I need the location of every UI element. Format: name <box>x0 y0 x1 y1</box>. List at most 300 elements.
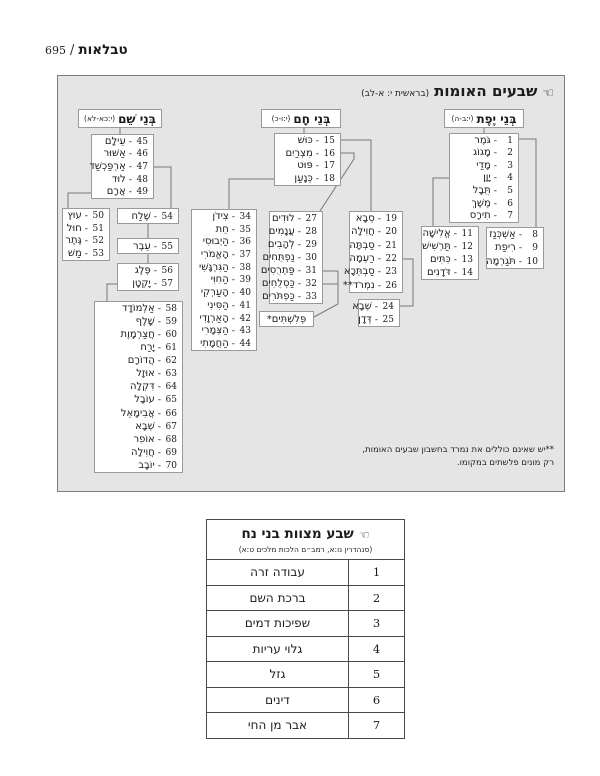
tree-item <box>422 267 478 278</box>
tree-item <box>95 355 182 366</box>
tree-box-shem-sons <box>91 134 154 199</box>
row-text-cell: ברכת השם <box>249 590 306 605</box>
tree-item <box>350 226 402 237</box>
tree-item-number: 29 <box>305 240 317 250</box>
tree-item <box>118 265 178 276</box>
tree-item-dash: - <box>157 304 161 315</box>
tree-box-plishtim <box>259 311 314 327</box>
tree-item-dash: - <box>157 460 161 471</box>
row-text-cell: אבר מן החי <box>247 718 308 733</box>
tree-item <box>487 242 543 253</box>
tree-item-dash: - <box>84 236 88 247</box>
tree-item-name: לוּדִים <box>272 213 295 224</box>
tree-item-dash: - <box>128 136 132 147</box>
tree-item-name: אוֹפִר <box>133 433 155 445</box>
tree-item-name: עֲנָמִים <box>268 226 295 237</box>
tree-item-name: אַלְמוֹדָד <box>121 303 155 315</box>
tree-item-name: אֱלִישָׁה <box>422 228 451 239</box>
tree-item-name: כְּנָעַן <box>294 173 313 185</box>
row-number-cell: 7 <box>348 713 404 738</box>
tree-item-number: 66 <box>165 408 177 419</box>
tree-item-dash: - <box>493 211 497 222</box>
tree-item-number: 59 <box>165 317 177 328</box>
tree-item-number: 41 <box>239 300 251 311</box>
tree-item-number: 4 <box>507 173 513 184</box>
tree-item-number: 69 <box>165 447 177 458</box>
tree-item-number: 40 <box>239 288 251 299</box>
tree-item-number: 18 <box>323 174 335 185</box>
tree-item-name: הַגִּרְגָּשִׁי <box>199 261 229 273</box>
tree-item-dash: - <box>128 161 132 172</box>
tree-item-number: 44 <box>239 339 251 350</box>
tree-item-dash: - <box>84 223 88 234</box>
tree-item-name: תַּרְשִׁישׁ <box>422 241 451 252</box>
tree-item-dash: - <box>377 254 381 265</box>
tree-item-name: דְּדָן <box>358 314 372 325</box>
tree-item-number: 14 <box>461 268 473 278</box>
row-number-cell: 4 <box>348 637 404 662</box>
tree-item <box>487 256 543 267</box>
tree-item-dash: - <box>453 229 457 239</box>
tree-item-number: 64 <box>165 382 177 393</box>
tree-item <box>260 265 322 276</box>
tree-item-number: 67 <box>165 421 177 432</box>
tree-item-dash: - <box>231 224 235 235</box>
tree-box-yavan-sons <box>421 226 479 280</box>
tree-item <box>262 291 322 302</box>
tree-item-dash: - <box>297 292 301 302</box>
tree-item-name: פּוּט <box>297 160 313 172</box>
tree-item-name: חֵת <box>215 223 229 235</box>
tree-item <box>359 314 399 325</box>
tree-item-name: מַשׁ <box>67 248 82 260</box>
tree-item-number: 10 <box>526 256 538 267</box>
tree-item-name: שְׁבָא <box>352 301 372 312</box>
tree-item <box>95 342 182 353</box>
tree-item-name: כַּסְלֻחִים <box>261 278 295 289</box>
tree-item-dash: - <box>493 135 497 146</box>
tree-item-name: גֶּתֶר <box>65 235 82 247</box>
tree-item-name: פְּלִשְׁתִּים* <box>266 313 307 325</box>
tree-box-yoktan-sons <box>94 301 183 473</box>
tree-item-number: 12 <box>461 242 473 252</box>
tree-item-dash: - <box>231 262 235 273</box>
tree-item <box>270 213 322 224</box>
tree-item-dash: - <box>297 240 301 250</box>
tree-item-name: נִמְרֹד** <box>342 279 375 291</box>
tree-item-name: סַבְתְּכָא <box>343 266 375 278</box>
tree-item <box>95 303 182 314</box>
tree-item-name: חֲוִילָה <box>351 226 375 238</box>
tree-item-dash: - <box>493 186 497 197</box>
tree-item-number: 51 <box>92 223 104 234</box>
tree-item-number: 34 <box>239 211 251 222</box>
tree-item-name: לְהָבִים <box>267 239 295 250</box>
tree-item-number: 63 <box>165 369 177 380</box>
chart-footnote <box>362 444 554 469</box>
tree-item <box>342 279 402 291</box>
tree-item-number: 45 <box>136 136 148 147</box>
tree-item <box>450 185 518 196</box>
tree-item-number: 49 <box>136 187 148 198</box>
tree-item <box>63 223 109 234</box>
tree-item-dash: - <box>315 148 319 159</box>
chart-title-reference: (בראשית י: א-לב) <box>361 89 430 99</box>
tree-item-number: 33 <box>305 292 317 302</box>
tree-item-number: 20 <box>385 227 397 238</box>
table-row <box>207 662 404 688</box>
page-number: 695 <box>45 44 66 57</box>
tree-item-number: 58 <box>165 304 177 315</box>
manicule-icon: ☜ <box>358 528 370 542</box>
tree-item-number: 56 <box>161 266 173 276</box>
tree-item-name: כַּפְתֹּרִים <box>262 291 295 302</box>
tree-item-name: עוּץ <box>67 209 82 221</box>
tree-item-number: 43 <box>239 326 251 337</box>
tree-item-number: 54 <box>161 211 173 222</box>
tree-item-number: 1 <box>507 135 513 146</box>
tree-item-name: צִידֹן <box>212 210 229 222</box>
row-text-cell: גלוי עריות <box>252 641 303 656</box>
tree-item-number: 46 <box>136 149 148 160</box>
tree-item-dash: - <box>518 243 522 254</box>
tree-item-number: 11 <box>461 229 473 239</box>
column-title-shem: בְּנֵי שֵׁם <box>118 111 156 126</box>
tree-item-dash: - <box>157 447 161 458</box>
tree-item-name: כִּתִּים <box>430 254 451 265</box>
tree-item <box>275 160 340 171</box>
tree-item-dash: - <box>157 434 161 445</box>
tree-item-number: 47 <box>136 161 148 172</box>
row-number-cell: 5 <box>348 662 404 687</box>
tree-item-name: אֲבִימָאֵל <box>120 407 155 419</box>
tree-item-dash: - <box>157 317 161 328</box>
tree-item-number: 21 <box>385 240 397 251</box>
tree-item <box>92 148 153 159</box>
tree-item <box>422 241 478 252</box>
tree-item <box>92 186 153 197</box>
tree-item <box>422 254 478 265</box>
tree-item-name: דִּקְלָה <box>129 381 155 393</box>
tree-item-number: 15 <box>323 135 335 146</box>
tree-item-dash: - <box>231 237 235 248</box>
tree-item-dash: - <box>157 356 161 367</box>
tree-item-name: הָאַרְוָדִי <box>199 312 229 324</box>
row-text-cell: עבודה זרה <box>250 565 305 580</box>
tree-item <box>192 224 256 235</box>
chart-title-text: שבעים האומות <box>434 82 538 100</box>
column-ref-shem: (י:כא-לא) <box>84 114 116 123</box>
tree-item-dash: - <box>297 253 301 263</box>
footnote-line-2: רק מונים פלשתים במקומו. <box>456 457 554 468</box>
tree-item-number: 60 <box>165 330 177 341</box>
tree-item-name: נַפְתֻּחִים <box>262 252 295 263</box>
tree-item <box>95 329 182 340</box>
column-title-box-cham <box>261 109 341 128</box>
tree-item-name: עֵבֶר <box>132 240 151 252</box>
table-row <box>207 586 404 612</box>
column-ref-cham: (י:ו-כ) <box>271 114 291 123</box>
tree-item-name: פַּתְרֻסִים <box>260 265 295 276</box>
tree-item <box>275 148 340 159</box>
tree-item-number: 19 <box>385 214 397 225</box>
tree-item-name: חֲוִילָה <box>131 446 155 458</box>
tree-item-name: הַחִוִּי <box>210 274 229 286</box>
tree-item-dash: - <box>518 230 522 241</box>
tree-box-mitzrayim-sons <box>260 211 323 304</box>
table-row <box>207 713 404 738</box>
tree-item-dash: - <box>493 198 497 209</box>
tree-item-number: 36 <box>239 237 251 248</box>
tree-item-dash: - <box>128 174 132 185</box>
tree-item-number: 7 <box>507 211 513 222</box>
tree-box-raamah-sons <box>352 299 400 327</box>
tree-item-number: 3 <box>507 160 513 171</box>
tree-item <box>63 248 109 259</box>
tree-item <box>95 316 182 327</box>
tree-item-name: שְׁבָא <box>135 420 155 432</box>
tree-item-dash: - <box>231 339 235 350</box>
tree-item-name: דֹּדָנִים <box>426 267 451 278</box>
tree-item-dash: - <box>231 275 235 286</box>
tree-item-number: 16 <box>323 148 335 159</box>
column-title-box-yefet <box>444 109 524 128</box>
tree-item <box>487 229 543 240</box>
tree-item <box>89 160 153 172</box>
tree-item-name: תִירָס <box>469 210 491 222</box>
tree-item <box>450 198 518 209</box>
tree-item-name: תֻּבָל <box>472 185 491 197</box>
tree-item-dash: - <box>315 161 319 172</box>
tree-item-dash: - <box>128 187 132 198</box>
tree-item-number: 50 <box>92 210 104 221</box>
tree-item-number: 39 <box>239 275 251 286</box>
tree-item-name: שֶׁלַח <box>131 210 151 222</box>
tree-item <box>262 252 322 263</box>
tree-item <box>422 228 478 239</box>
table-row <box>207 688 404 714</box>
row-text-cell: שפיכות דמים <box>244 616 311 631</box>
tree-item-number: 38 <box>239 262 251 273</box>
row-number-cell: 1 <box>348 560 404 585</box>
tree-item-number: 27 <box>305 214 317 224</box>
column-title-box-shem <box>78 109 162 128</box>
tree-item-name: יָקְטָן <box>132 278 151 289</box>
tree-item-name: אֲרָם <box>106 186 126 198</box>
tree-item <box>118 211 178 222</box>
tree-item-number: 37 <box>239 250 251 261</box>
tree-item-name: מָגוֹג <box>472 147 491 159</box>
tree-item-number: 25 <box>382 315 394 325</box>
tree-item-dash: - <box>231 211 235 222</box>
tree-item-name: עוֹבָל <box>134 394 155 406</box>
noah-table <box>206 519 405 739</box>
tree-item-dash: - <box>153 266 157 276</box>
tree-item <box>118 241 178 252</box>
header-separator: / <box>70 43 75 58</box>
tree-item-dash: - <box>377 267 381 278</box>
tree-item-name: אַשְׁכְּנַז <box>489 229 516 241</box>
tree-item-dash: - <box>231 250 235 261</box>
tree-item-number: 30 <box>305 253 317 263</box>
tree-item-name: פֶּלֶג <box>134 265 151 276</box>
tree-item-name: חֲצַרְמָוֶת <box>120 329 155 341</box>
tree-item <box>192 325 256 336</box>
page-header <box>45 42 128 58</box>
tree-item-number: 52 <box>92 236 104 247</box>
tree-item-dash: - <box>157 369 161 380</box>
tree-item-dash: - <box>157 343 161 354</box>
tree-item-dash: - <box>374 302 378 312</box>
tree-item-name: כּוּשׁ <box>297 134 313 146</box>
tree-item <box>261 278 322 289</box>
tree-item-number: 5 <box>507 186 513 197</box>
tree-item <box>95 394 182 405</box>
tree-item-number: 31 <box>305 266 317 276</box>
tree-item <box>450 160 518 171</box>
tree-item-name: מֶשֶׁךְ <box>471 197 491 209</box>
tree-box-peleg-yoktan <box>117 263 179 291</box>
table-title-line <box>209 526 402 542</box>
tree-item <box>92 174 153 185</box>
tree-item-dash: - <box>157 408 161 419</box>
tree-item-dash: - <box>377 214 381 225</box>
table-row <box>207 560 404 586</box>
tree-item <box>95 447 182 458</box>
tree-item <box>192 274 256 285</box>
tree-box-shelach <box>117 208 179 224</box>
tree-item-dash: - <box>157 330 161 341</box>
tree-item-number: 35 <box>239 224 251 235</box>
table-subtitle: (סנהדרין נו:א, רמב״ם הלכות מלכים ט:א) <box>238 545 373 554</box>
tree-item-number: 42 <box>239 313 251 324</box>
tree-item-name: הַחֲמָתִי <box>200 338 229 350</box>
tree-item-dash: - <box>297 279 301 289</box>
tree-item <box>350 253 402 264</box>
tree-item <box>275 135 340 146</box>
tree-item-name: יָרַח <box>140 342 155 354</box>
tree-item <box>192 300 256 311</box>
tree-item <box>192 236 256 247</box>
tree-item-name: עֵילָם <box>104 135 126 147</box>
table-body <box>207 560 404 738</box>
tree-item-name: גֹּמֶר <box>474 134 491 146</box>
tree-item <box>192 313 256 324</box>
tree-item <box>95 434 182 445</box>
table-row <box>207 611 404 637</box>
tree-item-name: שָׁלֶף <box>135 316 155 328</box>
column-ref-yefet: (י:ב-ה) <box>451 114 474 123</box>
tree-item <box>192 249 256 260</box>
tree-item-name: מָדַי <box>476 159 491 171</box>
tree-box-canaan-sons <box>191 209 257 351</box>
tree-item-name: אַשּׁוּר <box>103 148 126 160</box>
tree-box-gomer-sons <box>486 227 544 269</box>
tree-item-dash: - <box>231 313 235 324</box>
tree-item <box>343 266 402 278</box>
tree-item-dash: - <box>493 148 497 159</box>
tree-item-dash: - <box>315 174 319 185</box>
tree-item-dash: - <box>128 149 132 160</box>
tree-item-dash: - <box>84 210 88 221</box>
tree-item <box>450 210 518 221</box>
nations-chart <box>57 75 565 492</box>
tree-item-number: 8 <box>532 230 538 241</box>
tree-box-cham-sons <box>274 133 341 186</box>
tree-item-name: הַצְּמָרִי <box>201 325 229 337</box>
tree-item <box>267 239 322 250</box>
tree-item <box>350 240 402 251</box>
tree-item <box>95 368 182 379</box>
tree-item-number: 55 <box>161 241 173 252</box>
tree-item-number: 23 <box>385 267 397 278</box>
tree-item-dash: - <box>153 211 157 222</box>
tree-item-number: 32 <box>305 279 317 289</box>
tree-item-number: 68 <box>165 434 177 445</box>
tree-item-name: רִיפַת <box>495 242 516 254</box>
tree-item <box>118 278 178 289</box>
tree-item-name: הָעַרְקִי <box>200 287 229 299</box>
row-text-cell: גזל <box>269 667 286 682</box>
tree-item-number: 62 <box>165 356 177 367</box>
table-row <box>207 637 404 663</box>
tree-item-dash: - <box>453 268 457 278</box>
tree-item-name: הַסִּינִי <box>207 299 229 311</box>
tree-item-number: 70 <box>165 460 177 471</box>
tree-item <box>450 172 518 183</box>
tree-item-name: סַבְתָּה <box>349 239 375 251</box>
tree-item <box>260 314 313 325</box>
tree-item-dash: - <box>377 227 381 238</box>
tree-item-dash: - <box>518 256 522 267</box>
tree-item-name: חוּל <box>66 222 82 234</box>
tree-item-name: אוּזָל <box>136 368 155 380</box>
tree-item <box>192 262 256 273</box>
tree-item-dash: - <box>377 240 381 251</box>
tree-box-yefet-sons <box>449 133 519 223</box>
row-number-cell: 2 <box>348 586 404 611</box>
tree-item <box>63 235 109 246</box>
tree-item-name: יוֹבָב <box>138 459 155 471</box>
tree-item-number: 65 <box>165 395 177 406</box>
tree-item-number: 2 <box>507 148 513 159</box>
tree-item-dash: - <box>453 242 457 252</box>
column-title-cham: בְּנֵי חָם <box>293 111 331 126</box>
tree-item <box>95 460 182 471</box>
tree-item-dash: - <box>493 160 497 171</box>
tree-item-name: אַרְפַּכְשַׁד <box>89 160 126 172</box>
tree-item <box>352 301 399 312</box>
tree-item-number: 6 <box>507 198 513 209</box>
tree-item-number: 61 <box>165 343 177 354</box>
tree-box-aram-sons <box>62 208 110 261</box>
tree-item-dash: - <box>493 173 497 184</box>
tree-item-number: 22 <box>385 254 397 265</box>
tree-item-number: 26 <box>385 280 397 291</box>
manicule-icon: ☜ <box>542 86 554 101</box>
tree-item-dash: - <box>157 395 161 406</box>
tree-item-number: 48 <box>136 174 148 185</box>
tree-item-name: רַעְמָה <box>349 253 375 265</box>
tree-item-dash: - <box>315 135 319 146</box>
row-text-cell: דינים <box>265 692 290 707</box>
tree-item-number: 24 <box>382 302 394 312</box>
tree-item-dash: - <box>374 315 378 325</box>
tree-item-name: מִצְרַיִם <box>285 147 313 159</box>
tree-item-name: תֹּגַרְמָה <box>486 255 516 267</box>
row-number-cell: 3 <box>348 611 404 636</box>
tree-item <box>192 211 256 222</box>
